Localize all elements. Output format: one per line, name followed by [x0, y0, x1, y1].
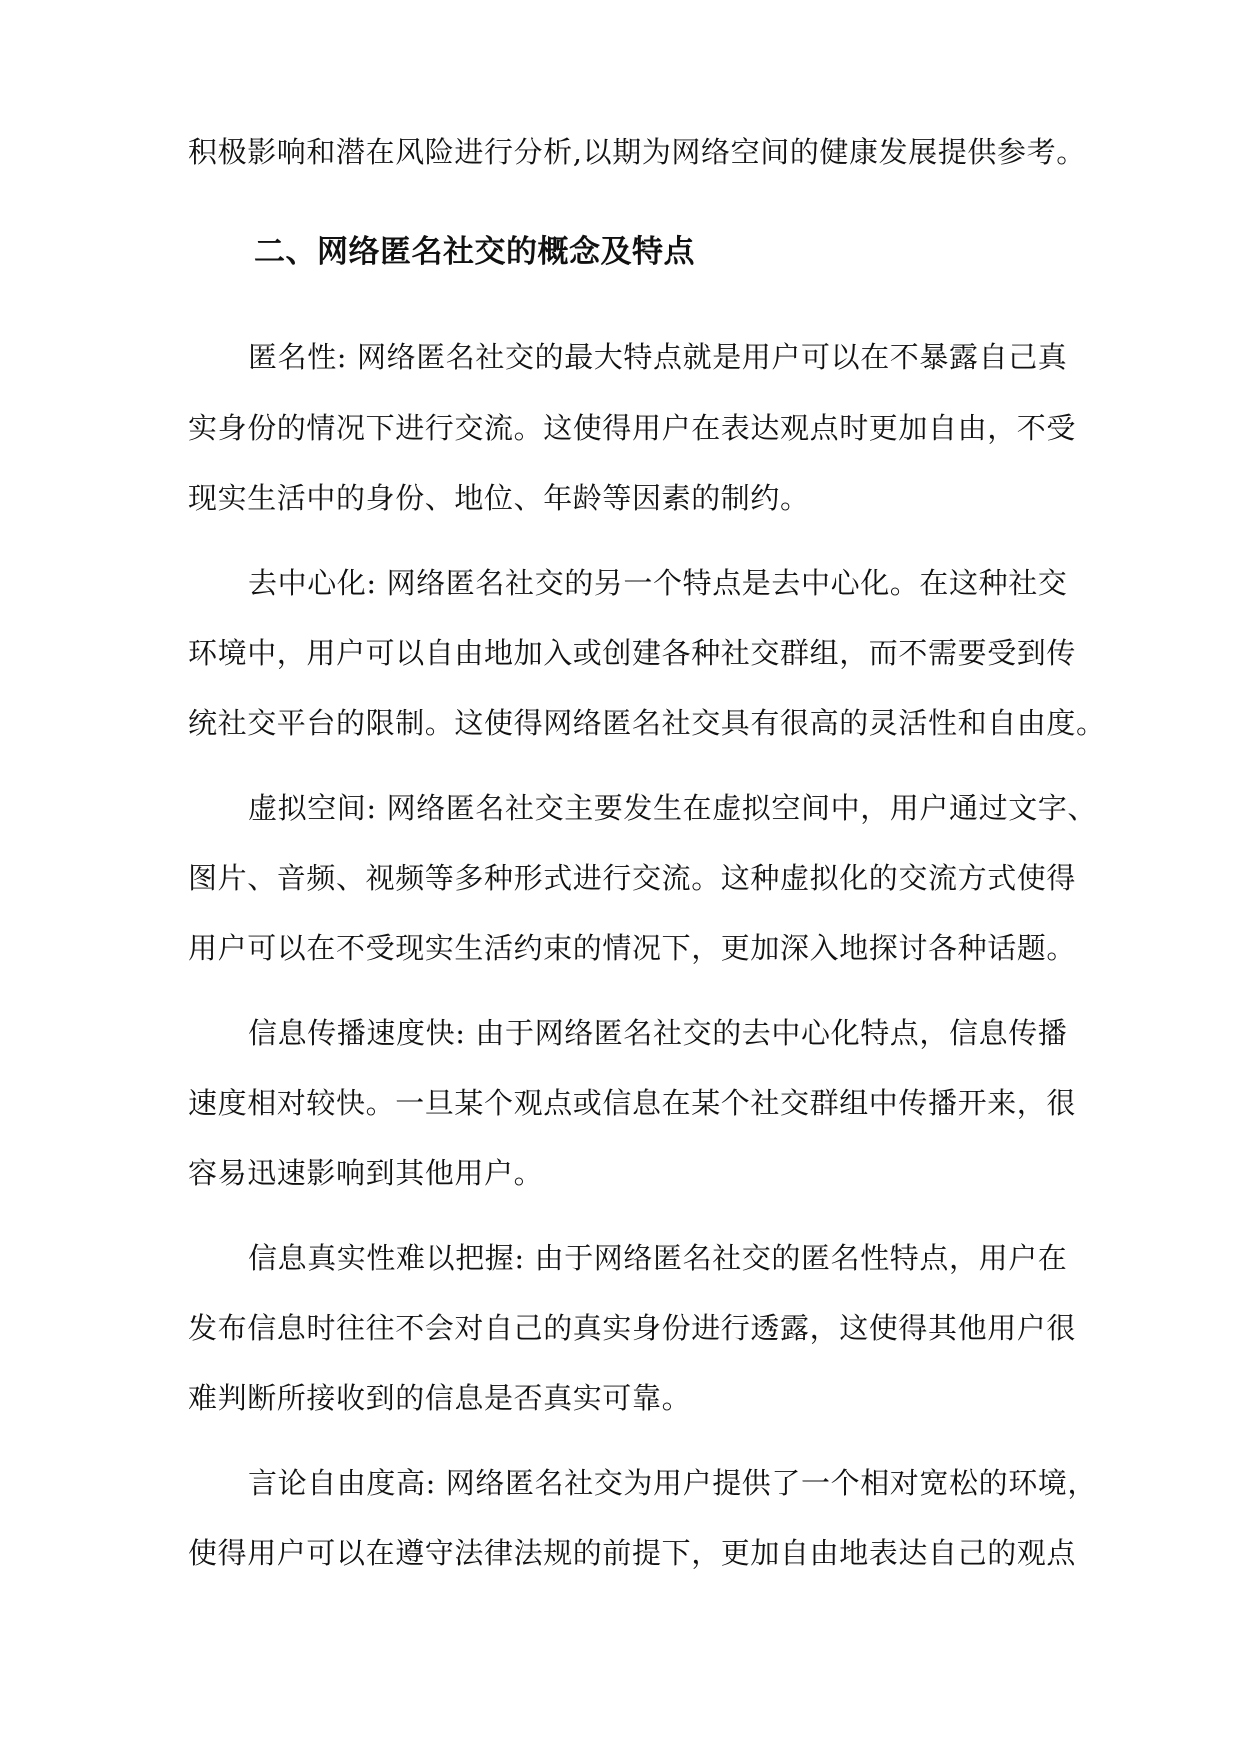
- paragraph-line: 图片、音频、视频等多种形式进行交流。这种虚拟化的交流方式使得: [188, 861, 1077, 895]
- paragraph-line: 环境中，用户可以自由地加入或创建各种社交群组，而不需要受到传: [188, 636, 1077, 670]
- paragraph-line: 统社交平台的限制。这使得网络匿名社交具有很高的灵活性和自由度。: [188, 706, 1106, 740]
- paragraph-line: 容易迅速影响到其他用户。: [188, 1156, 544, 1190]
- paragraph-line: 现实生活中的身份、地位、年龄等因素的制约。: [188, 481, 810, 515]
- paragraph-line: 难判断所接收到的信息是否真实可靠。: [188, 1381, 692, 1415]
- section-heading: 二、网络匿名社交的概念及特点: [254, 234, 695, 270]
- paragraph-line: 匿名性: 网络匿名社交的最大特点就是用户可以在不暴露自己真: [248, 340, 1068, 374]
- paragraph-line: 用户可以在不受现实生活约束的情况下，更加深入地探讨各种话题。: [188, 931, 1077, 965]
- paragraph-line: 实身份的情况下进行交流。这使得用户在表达观点时更加自由，不受: [188, 411, 1077, 445]
- paragraph-line: 去中心化: 网络匿名社交的另一个特点是去中心化。在这种社交: [248, 566, 1068, 600]
- intro-tail-line: 积极影响和潜在风险进行分析,以期为网络空间的健康发展提供参考。: [188, 135, 1086, 169]
- paragraph-line: 使得用户可以在遵守法律法规的前提下，更加自由地表达自己的观点: [188, 1536, 1077, 1570]
- paragraph-line: 速度相对较快。一旦某个观点或信息在某个社交群组中传播开来，很: [188, 1086, 1077, 1120]
- paragraph-line: 言论自由度高: 网络匿名社交为用户提供了一个相对宽松的环境，: [248, 1466, 1097, 1500]
- paragraph-line: 信息传播速度快: 由于网络匿名社交的去中心化特点，信息传播: [248, 1016, 1068, 1050]
- paragraph-line: 发布信息时往往不会对自己的真实身份进行透露，这使得其他用户很: [188, 1311, 1077, 1345]
- paragraph-line: 虚拟空间: 网络匿名社交主要发生在虚拟空间中，用户通过文字、: [248, 791, 1097, 825]
- paragraph-line: 信息真实性难以把握: 由于网络匿名社交的匿名性特点，用户在: [248, 1241, 1068, 1275]
